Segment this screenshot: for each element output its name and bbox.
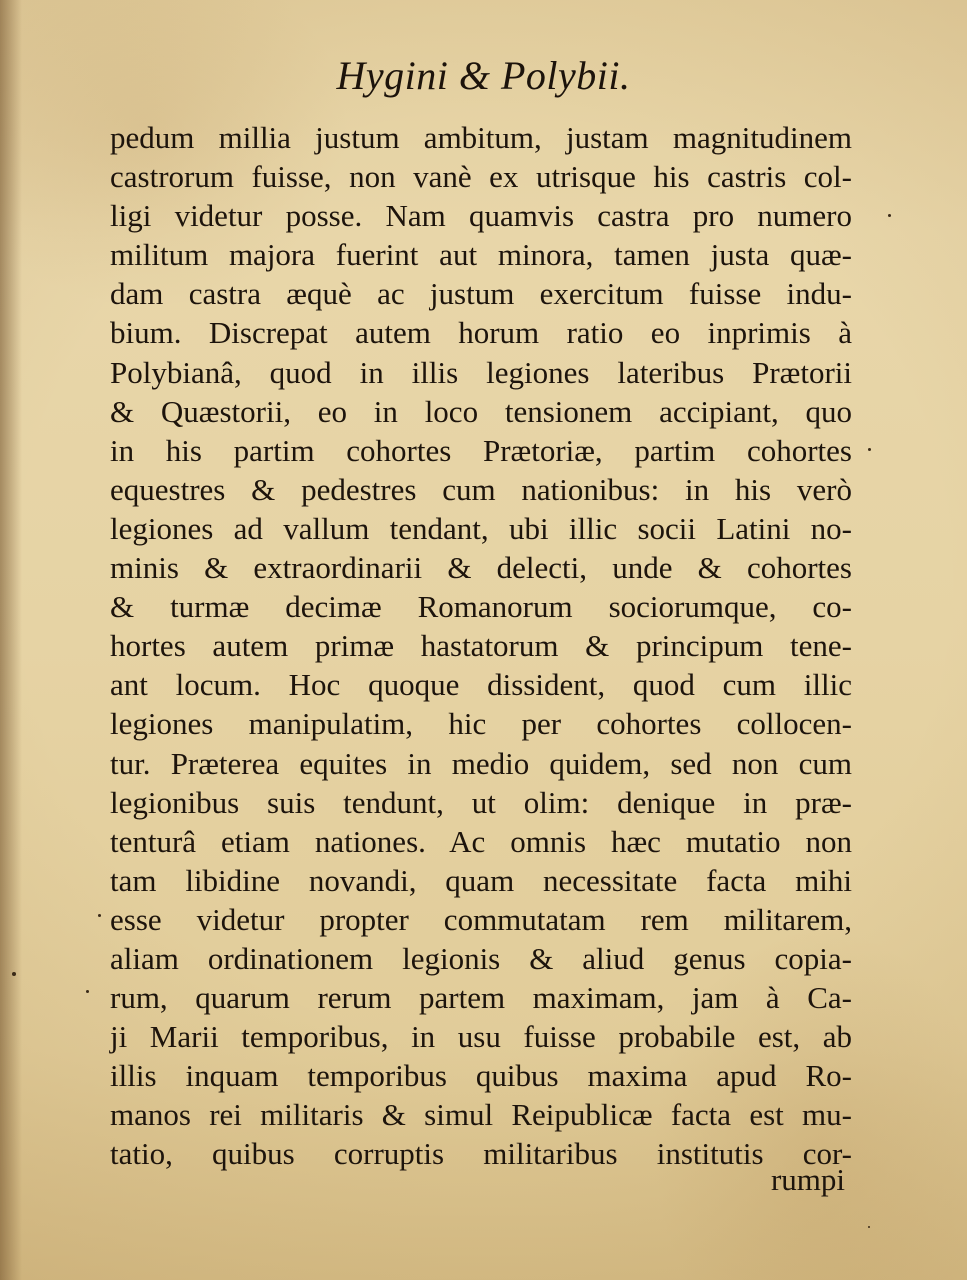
text-line: in his partim cohortes Prætoriæ, partim cohortes (110, 432, 852, 468)
ink-speck (12, 972, 16, 976)
text-line: illis inquam temporibus quibus maxima apud Ro- (110, 1058, 852, 1094)
text-line: esse videtur propter commutatam rem militarem, (110, 901, 852, 937)
text-line: legiones ad vallum tendant, ubi illic socii Latini no- (110, 510, 852, 546)
text-line: tam libidine novandi, quam necessitate facta mihi (110, 862, 852, 898)
text-line: ligi videtur posse. Nam quamvis castra pro numero (110, 198, 852, 234)
ink-speck (888, 214, 891, 217)
text-line: hortes autem primæ hastatorum & principum tene- (110, 628, 852, 664)
text-line: dam castra æquè ac justum exercitum fuisse indu- (110, 276, 852, 312)
text-line: pedum millia justum ambitum, justam magnitudinem (110, 120, 852, 155)
running-head: Hygini & Polybii. (336, 53, 631, 98)
text-line: aliam ordinationem legionis & aliud genus copia- (110, 940, 852, 976)
text-line: Polybianâ, quod in illis legiones lateribus Prætorii (110, 354, 852, 390)
text-line: legiones manipulatim, hic per cohortes collocen- (110, 706, 852, 742)
text-line: tatio, quibus corruptis militaribus institutis cor- (110, 1136, 852, 1172)
text-line: ji Marii temporibus, in usu fuisse probabile est, ab (110, 1019, 852, 1055)
text-line: tenturâ etiam nationes. Ac omnis hæc mutatio non (110, 823, 852, 859)
body-text (110, 118, 852, 1174)
text-line: & turmæ decimæ Romanorum sociorumque, co- (110, 589, 852, 625)
text-line: militum majora fuerint aut minora, tamen justa quæ- (110, 237, 852, 273)
text-line: manos rei militaris & simul Reipublicæ facta est mu- (110, 1097, 852, 1133)
ink-speck (98, 914, 101, 917)
text-line: castrorum fuisse, non vanè ex utrisque his castris col- (110, 159, 852, 195)
text-line: rum, quarum rerum partem maximam, jam à Ca- (110, 980, 852, 1016)
text-line: & Quæstorii, eo in loco tensionem accipiant, quo (110, 393, 852, 429)
page-shadow-edge (0, 0, 22, 1280)
text-line: tur. Præterea equites in medio quidem, sed non cum (110, 745, 852, 781)
text-line: ant locum. Hoc quoque dissident, quod cum illic (110, 667, 852, 703)
text-line: minis & extraordinarii & delecti, unde & cohortes (110, 550, 852, 586)
text-line: legionibus suis tendunt, ut olim: denique in præ- (110, 784, 852, 820)
catchword: rumpi (770, 1162, 845, 1197)
ink-speck (868, 1226, 870, 1228)
ink-speck (868, 448, 871, 451)
text-line: bium. Discrepat autem horum ratio eo inprimis à (110, 315, 852, 351)
text-line: equestres & pedestres cum nationibus: in his verò (110, 471, 852, 507)
ink-speck (86, 990, 89, 993)
